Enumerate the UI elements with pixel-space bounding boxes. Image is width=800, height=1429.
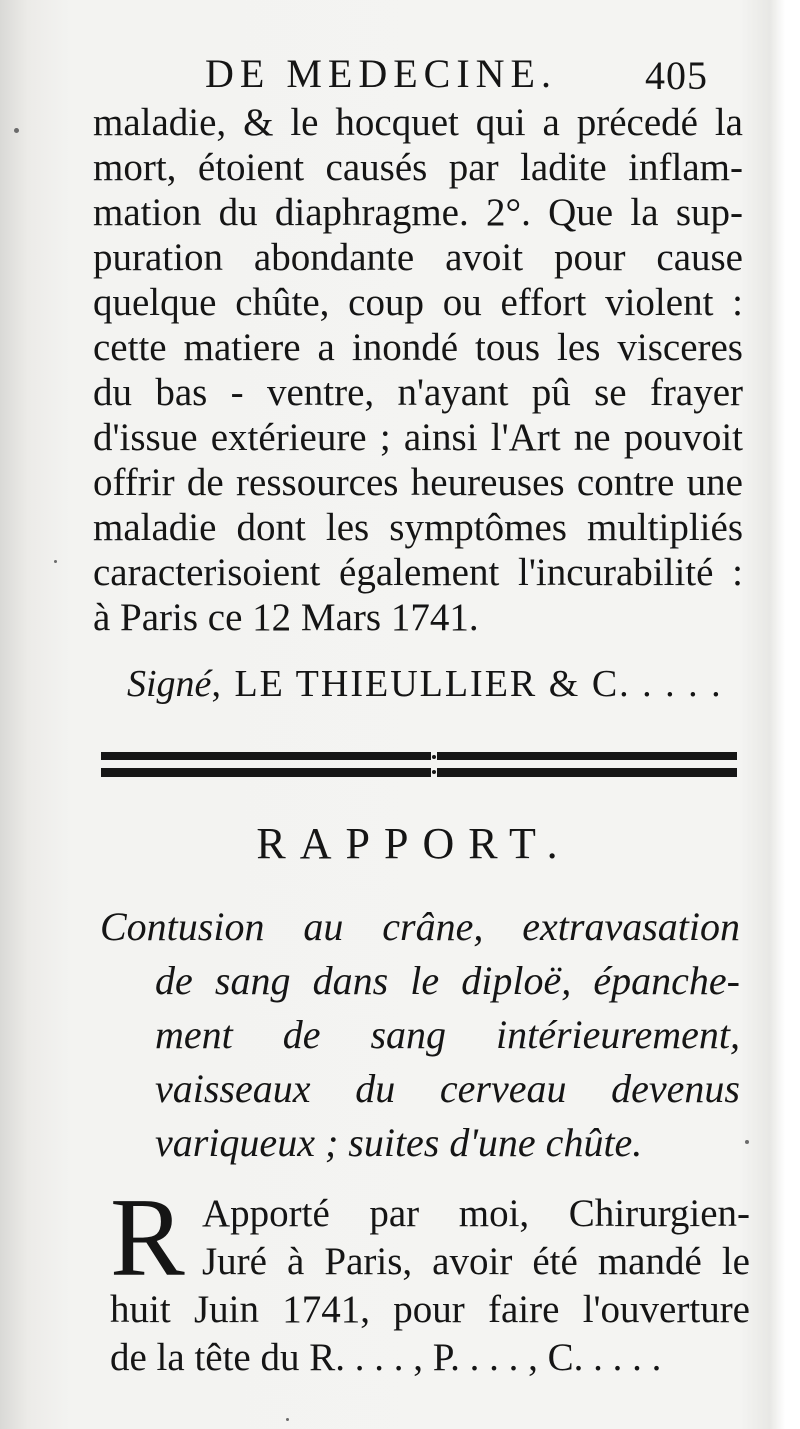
rule-notch-dot	[432, 770, 436, 774]
drop-cap: R	[110, 1176, 185, 1300]
body-paragraph	[93, 100, 743, 640]
section-heading: RAPPORT.	[256, 819, 572, 868]
paper-speck	[14, 128, 19, 133]
text-line: mation du diaphragme. 2°. Que la sup-	[93, 191, 743, 234]
text-line: à Paris ce 12 Mars 1741.	[93, 596, 479, 639]
report-line: Apporté par moi, Chirurgien-	[202, 1192, 750, 1235]
signature-name: , LE THIEULLIER & C. . . . .	[211, 663, 723, 705]
report-line: de la tête du R. . . . , P. . . . , C. . . . .	[110, 1336, 662, 1379]
summary-line: variqueux ; suites d'une chûte.	[155, 1120, 643, 1165]
paper-speck	[54, 560, 57, 563]
text-line: offrir de ressources heureuses contre une	[93, 461, 743, 504]
summary-line: Contusion au crâne, extravasation	[100, 904, 740, 949]
summary-line: de sang dans le diploë, épanche-	[155, 958, 740, 1003]
page-number: 405	[645, 53, 708, 98]
text-line: maladie dont les symptômes multipliés	[93, 506, 743, 549]
section-summary	[100, 900, 740, 1170]
signature-signed-word: Signé	[127, 663, 212, 705]
rule-notch-dot	[432, 755, 436, 759]
report-line: huit Juin 1741, pour faire l'ouverture	[110, 1288, 750, 1331]
report-paragraph	[110, 1176, 750, 1382]
text-line: mort, étoient causés par ladite inflam-	[93, 146, 743, 189]
text-line: puration abondante avoit pour cause	[93, 236, 743, 279]
rule-bar-bottom	[101, 768, 737, 777]
text-line: caracterisoient également l'incurabilité :	[93, 551, 743, 594]
paper-speck	[286, 1418, 289, 1421]
running-head	[0, 50, 800, 100]
text-line: cette matiere a inondé tous les visceres	[93, 326, 743, 369]
signature	[127, 662, 723, 706]
summary-line: vaisseaux du cerveau devenus	[155, 1066, 740, 1111]
text-line: d'issue extérieure ; ainsi l'Art ne pouvoit	[93, 416, 743, 459]
rule-bar-top	[101, 752, 737, 760]
ornamental-double-rule	[101, 750, 737, 784]
running-title: DE MEDECINE.	[205, 51, 557, 96]
text-line: maladie, & le hocquet qui a précedé la	[93, 101, 743, 144]
report-line: Juré à Paris, avoir été mandé le	[202, 1240, 750, 1283]
summary-line: ment de sang intérieurement,	[155, 1012, 740, 1057]
paper-speck	[745, 1140, 749, 1144]
text-line: quelque chûte, coup ou effort violent :	[93, 281, 743, 324]
text-line: du bas - ventre, n'ayant pû se frayer	[93, 371, 743, 414]
